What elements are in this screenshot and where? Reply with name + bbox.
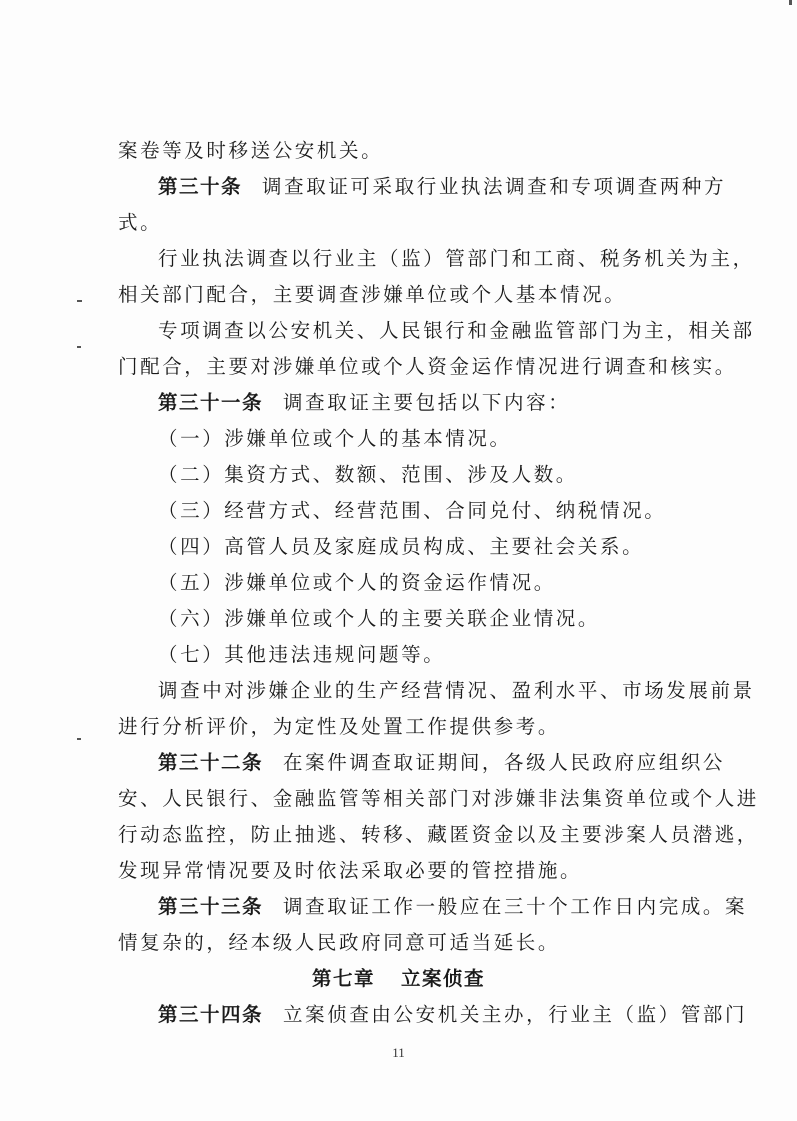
- scan-mark: [789, 0, 792, 5]
- text-line: 行动态监控，防止抽逃、转移、藏匿资金以及主要涉案人员潜逃，: [118, 823, 759, 846]
- list-item: （五）涉嫌单位或个人的资金运作情况。: [158, 571, 556, 594]
- article-text: 在案件调查取证期间，各级人民政府应组织公: [283, 751, 726, 774]
- list-item: （七）其他违法违规问题等。: [158, 643, 446, 666]
- text-line: 专项调查以公安机关、人民银行和金融监管部门为主，相关部: [158, 319, 755, 342]
- text-line: 式。: [118, 211, 163, 234]
- article-line: [158, 172, 727, 202]
- scan-mark: [77, 300, 82, 302]
- text-line: 行业执法调查以行业主（监）管部门和工商、税务机关为主，: [158, 247, 755, 270]
- chapter-number: 第七章: [311, 967, 375, 990]
- article-heading: 第三十条: [158, 175, 243, 198]
- article-line: [158, 388, 698, 418]
- text-line: 案卷等及时移送公安机关。: [118, 139, 384, 162]
- article-text: 调查取证主要包括以下内容：: [283, 391, 571, 414]
- text-line: 情复杂的，经本级人民政府同意可适当延长。: [118, 931, 561, 954]
- article-heading: 第三十四条: [158, 1003, 264, 1026]
- text-line: 门配合，主要对涉嫌单位或个人资金运作情况进行调查和核实。: [118, 355, 737, 378]
- scan-mark: [77, 738, 81, 740]
- scan-mark: [77, 346, 81, 348]
- list-item: （四）高管人员及家庭成员构成、主要社会关系。: [158, 535, 645, 558]
- text-line: 进行分析评价，为定性及处置工作提供参考。: [118, 715, 561, 738]
- article-heading: 第三十三条: [158, 895, 264, 918]
- text-line: 调查中对涉嫌企业的生产经营情况、盈利水平、市场发展前景: [158, 679, 755, 702]
- list-item: （三）经营方式、经营范围、合同兑付、纳税情况。: [158, 499, 667, 522]
- article-line: [158, 1000, 748, 1030]
- text-line: 安、人民银行、金融监管等相关部门对涉嫌非法集资单位或个人进: [118, 787, 759, 810]
- article-heading: 第三十二条: [158, 751, 264, 774]
- page-number: 11: [392, 1045, 405, 1060]
- article-line: [158, 748, 726, 778]
- article-heading: 第三十一条: [158, 391, 264, 414]
- chapter-title: 立案侦查: [401, 967, 486, 990]
- list-item: （一）涉嫌单位或个人的基本情况。: [158, 427, 512, 450]
- text-line: 相关部门配合，主要调查涉嫌单位或个人基本情况。: [118, 283, 627, 306]
- article-line: [158, 892, 748, 922]
- article-text: 立案侦查由公安机关主办，行业主（监）管部门: [283, 1003, 748, 1026]
- article-text: 调查取证可采取行业执法调查和专项调查两种方: [262, 175, 727, 198]
- article-text: 调查取证工作一般应在三十个工作日内完成。案: [283, 895, 748, 918]
- text-line: 发现异常情况要及时依法采取必要的管控措施。: [118, 859, 583, 882]
- chapter-heading: [0, 964, 797, 994]
- list-item: （二）集资方式、数额、范围、涉及人数。: [158, 463, 578, 486]
- list-item: （六）涉嫌单位或个人的主要关联企业情况。: [158, 607, 601, 630]
